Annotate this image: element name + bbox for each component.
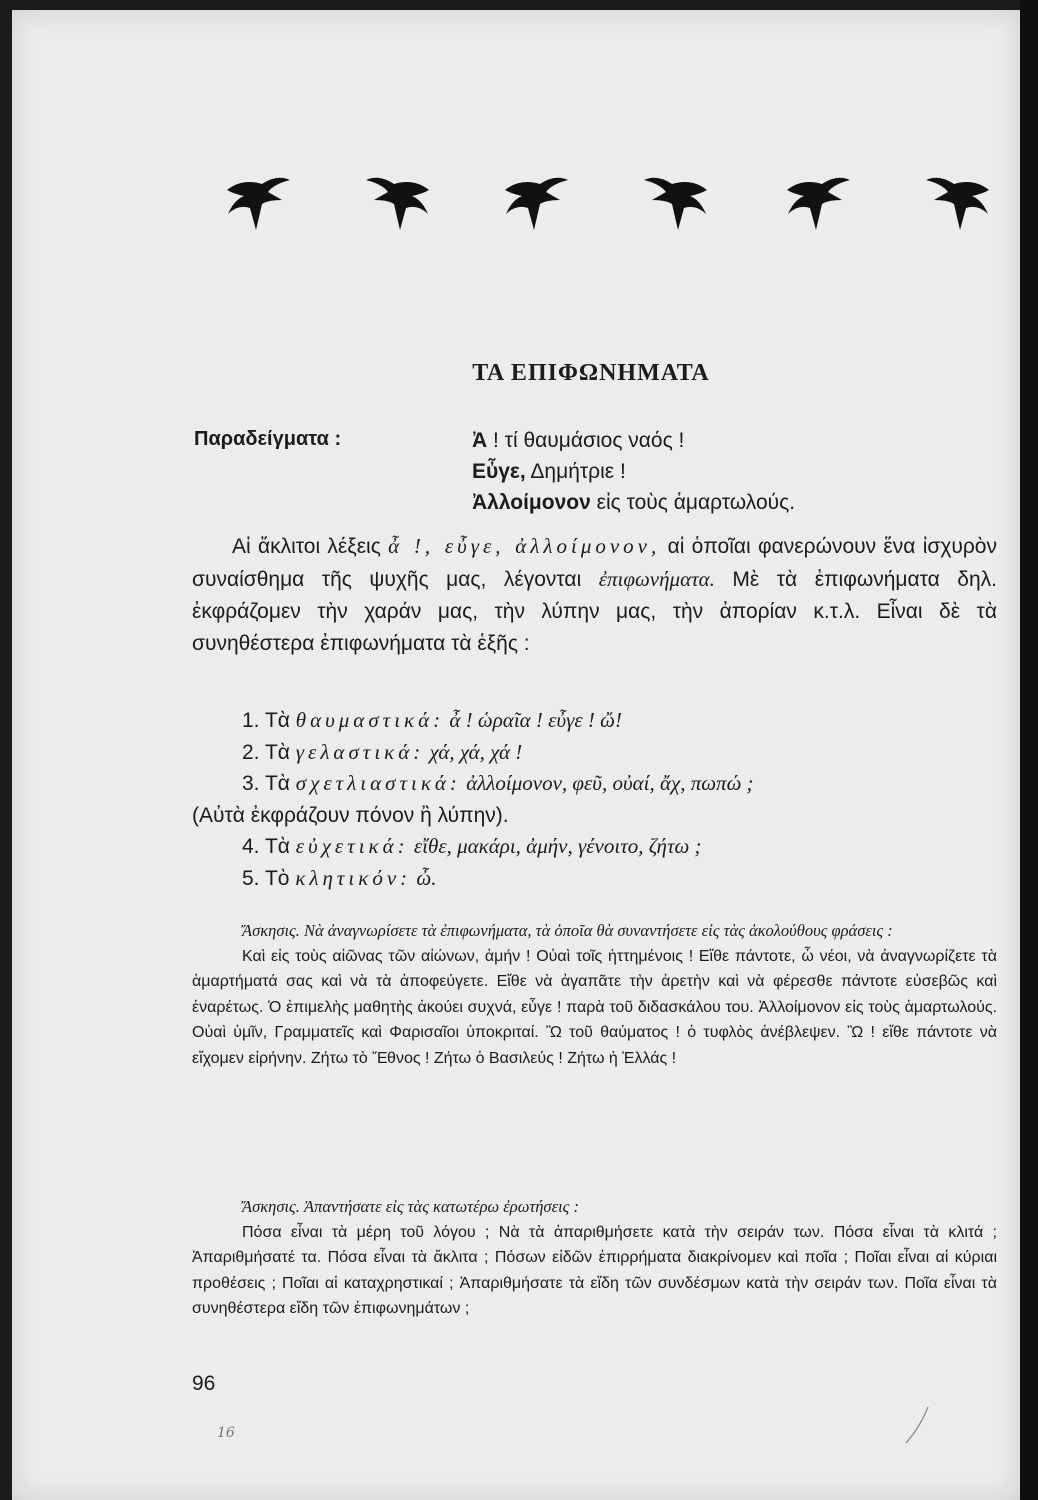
exercise-1	[192, 918, 997, 1071]
chapter-title: ΤΑ ΕΠΙΦΩΝΗΜΑΤΑ	[472, 360, 710, 386]
list-item: 4. Τὰ εὐχετικά: εἴθε, μακάρι, ἀμήν, γένοιτο, ζήτω ;	[242, 834, 702, 858]
page-number: 96	[192, 1372, 216, 1395]
list-item: 2. Τὰ γελαστικά: χά, χά, χά !	[242, 739, 523, 764]
examples-list	[472, 425, 795, 518]
interjection-types-list	[192, 705, 997, 894]
intro-paragraph: Αἱ ἄκλιτοι λέξεις ἆ !, εὖγε, ἀλλοίμονον, αἱ ὁποῖαι φανερώνουν ἕνα ἰσχυρὸν συναίσθημα τῆς ψυχῆς μας, λέγονται ἐπιφωνήματα. Μὲ τὰ ἐπιφωνήματα δηλ. ἐκφράζομεν τὴν χαράν μας, τὴν λύπην μας, τὴν ἀπορίαν κ.τ.λ. Εἶναι δὲ τὰ συνηθέστερα ἐπιφωνήματα τὰ ἑξῆς :	[192, 534, 997, 655]
examples-label: Παραδείγματα :	[194, 428, 342, 450]
exercise-2-text: Πόσα εἶναι τὰ μέρη τοῦ λόγου ; Νὰ τὰ ἀπαριθμήσετε κατὰ τὴν σειράν των. Πόσα εἶναι τὰ κλιτά ; Ἀπαριθμήσατέ τα. Πόσα εἶναι τὰ ἄκλιτα ; Πόσων εἰδῶν ἐπιρρήματα διακρίνομεν καὶ ποῖα ; Ποῖαι εἶναι αἱ κύριαι προθέσεις ; Ποῖαι αἱ καταχρηστικαί ; Ἀπαριθμήσατε τὰ εἴδη τῶν συνδέσμων κατὰ τὴν σειράν των. Ποῖα εἶναι τὰ συνηθέστερα εἴδη τῶν ἐπιφωνημάτων ;	[192, 1223, 997, 1317]
list-item: 5. Τὸ κλητικόν: ὦ.	[242, 865, 437, 890]
swallow-icon	[222, 170, 292, 236]
example-line: Ἀλλοίμονον εἰς τοὺς ἁμαρτωλούς.	[472, 491, 796, 514]
list-item: 3. Τὰ σχετλιαστικά: ἀλλοίμονον, φεῦ, οὐαί, ἄχ, πωπώ ;	[242, 771, 754, 795]
swallow-icon	[500, 170, 570, 236]
exercise-2	[192, 1194, 997, 1322]
book-page	[12, 10, 1020, 1500]
bird-ornament-row	[12, 170, 1020, 250]
swallow-icon	[642, 170, 712, 236]
exercise-1-text: Καὶ εἰς τοὺς αἰῶνας τῶν αἰώνων, ἀμήν ! Οὐαὶ τοῖς ἡττημένοις ! Εἴθε πάντοτε, ὦ νέοι, νὰ ἀναγνωρίζετε τὰ ἁμαρτήματά σας καὶ νὰ τὰ ἀποφεύγετε. Εἴθε νὰ ἀγαπᾶτε τὴν ἀρετὴν καὶ νὰ φέρεσθε πάντοτε εὐσεβῶς καὶ ἐναρέτως. Ὁ ἐπιμελὴς μαθητὴς ἀκούει συχνά, εὖγε ! παρὰ τοῦ διδασκάλου του. Ἀλλοίμονον εἰς τοὺς ἁμαρτωλούς. Οὐαὶ ὑμῖν, Γραμματεῖς καὶ Φαρισαῖοι ὑποκριταί. Ὢ τοῦ θαύματος ! ὁ τυφλὸς ἀνέβλεψεν. Ὢ ! εἴθε πάντοτε νὰ εἴχομεν εἰρήνην. Ζήτω τὸ Ἔθνος ! Ζήτω ὁ Βασιλεύς ! Ζήτω ἡ Ἑλλάς !	[192, 947, 997, 1067]
swallow-icon	[924, 170, 994, 236]
exercise-2-heading: Ἄσκησις. Ἀπαντήσατε εἰς τὰς κατωτέρω ἐρωτήσεις :	[242, 1197, 579, 1216]
swallow-icon	[782, 170, 852, 236]
list-item: 1. Τὰ θαυμαστικά: ἆ ! ὡραῖα ! εὖγε ! ὤ!	[242, 708, 622, 732]
exercise-1-heading: Ἄσκησις. Νὰ ἀναγνωρίσετε τὰ ἐπιφωνήματα, τὰ ὁποῖα θὰ συναντήσετε εἰς τὰς ἀκολούθους φράσεις :	[242, 921, 893, 940]
page-edge-shadow	[1020, 0, 1038, 1500]
pencil-note: 16	[217, 1425, 235, 1441]
example-line: Ἀ ! τί θαυμάσιος ναός !	[472, 429, 685, 452]
swallow-icon	[364, 170, 434, 236]
example-line: Εὖγε, Δημήτριε !	[472, 460, 626, 483]
pencil-stroke-icon	[902, 1405, 932, 1445]
list-item-note: (Αὐτὰ ἐκφράζουν πόνον ἢ λύπην).	[192, 803, 509, 827]
